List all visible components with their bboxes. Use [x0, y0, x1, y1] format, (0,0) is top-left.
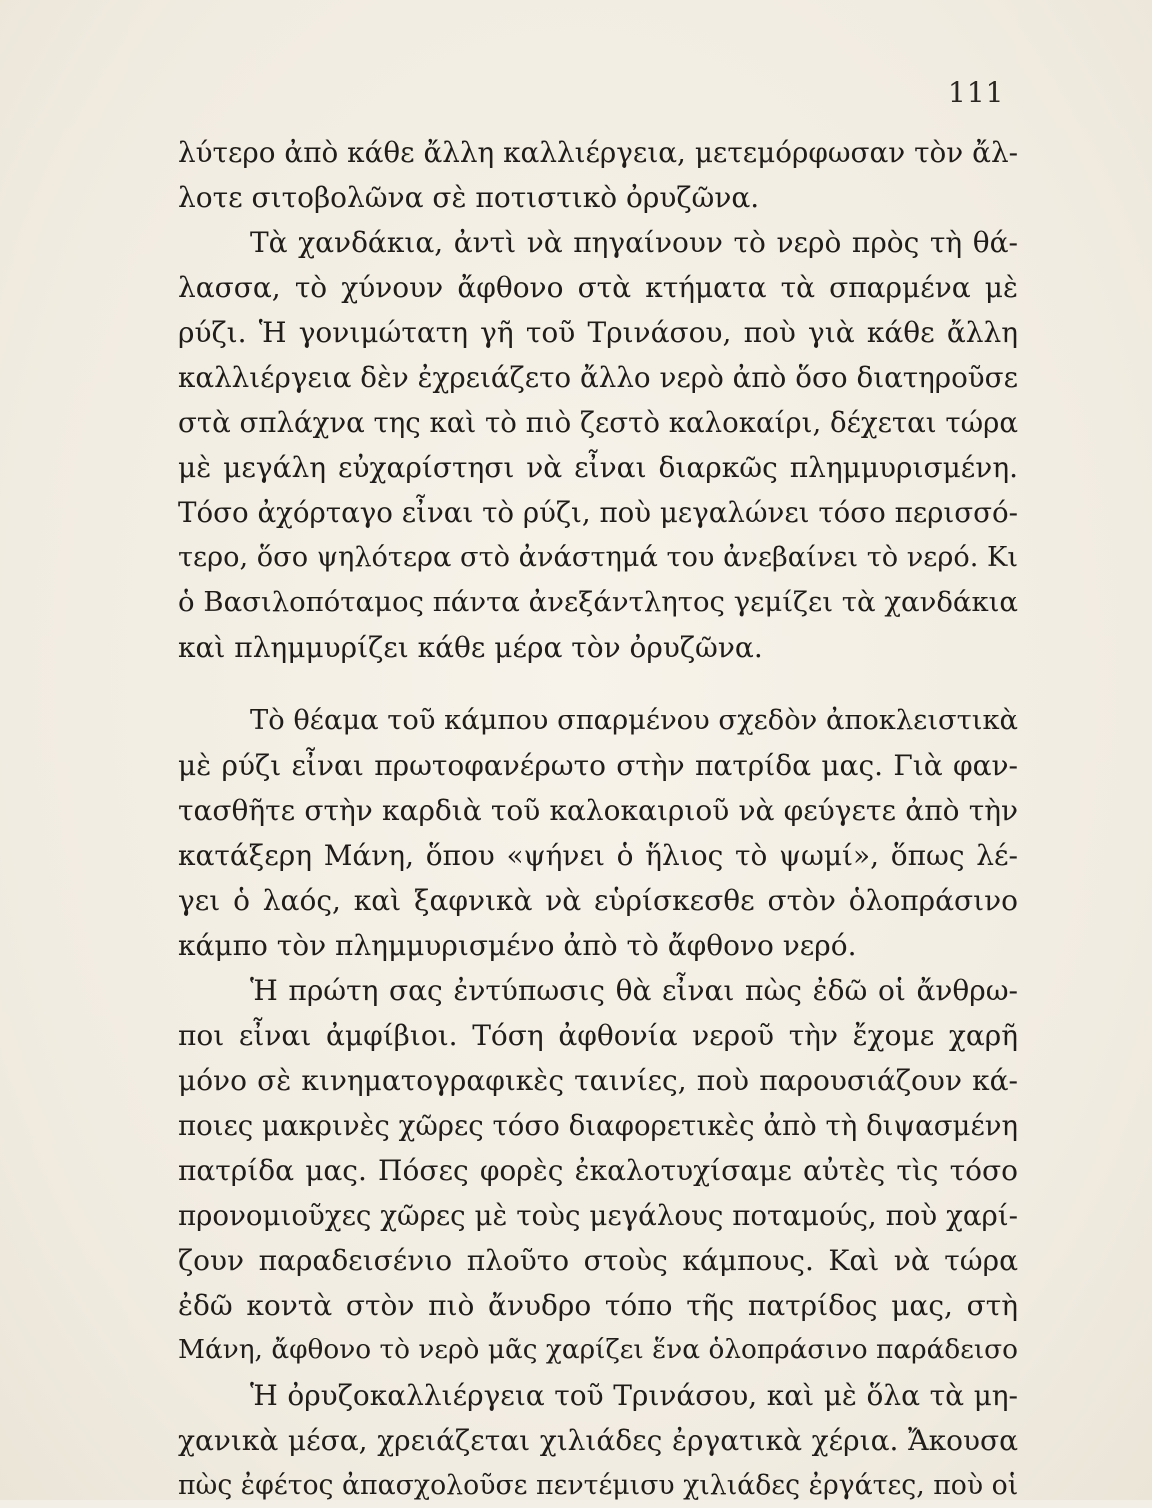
text-line: Τὸ θέαμα τοῦ κάμπου σπαρμένου σχεδὸν ἀποκλειστικὰ [250, 705, 1018, 736]
text-line: Τόσο ἀχόρταγο εἶναι τὸ ρύζι, ποὺ μεγαλώνει τόσο περισσό- [178, 496, 1018, 529]
text-line: κατάξερη Μάνη, ὅπου «ψήνει ὁ ἥλιος τὸ ψωμί», ὅπως λέ- [178, 839, 1018, 872]
text-line: χανικὰ μέσα, χρειάζεται χιλιάδες ἐργατικὰ χέρια. Ἄκουσα [178, 1424, 1018, 1457]
text-line: λύτερο ἀπὸ κάθε ἄλλη καλλιέργεια, μετεμόρφωσαν τὸν ἄλ- [178, 136, 1018, 169]
text-line: Ἡ ὀρυζοκαλλιέργεια τοῦ Τρινάσου, καὶ μὲ ὅλα τὰ μη- [250, 1379, 1018, 1412]
text-line: μόνο σὲ κινηματογραφικὲς ταινίες, ποὺ παρουσιάζουν κά- [178, 1064, 1018, 1097]
body-text [178, 130, 1018, 1508]
text-line: μὲ ρύζι εἶναι πρωτοφανέρωτο στὴν πατρίδα μας. Γιὰ φαν- [178, 749, 1018, 782]
text-line: ρύζι. Ἡ γονιμώτατη γῆ τοῦ Τρινάσου, ποὺ γιὰ κάθε ἄλλη [178, 316, 1018, 349]
text-line: γει ὁ λαός, καὶ ξαφνικὰ νὰ εὑρίσκεσθε στὸν ὁλοπράσινο [178, 884, 1018, 917]
text-line: ζουν παραδεισένιο πλοῦτο στοὺς κάμπους. Καὶ νὰ τώρα [178, 1244, 1018, 1277]
text-line: τασθῆτε στὴν καρδιὰ τοῦ καλοκαιριοῦ νὰ φεύγετε ἀπὸ τὴν [178, 794, 1018, 827]
text-line: λοτε σιτοβολῶνα σὲ ποτιστικὸ ὀρυζῶνα. [178, 181, 760, 214]
text-line: προνομιοῦχες χῶρες μὲ τοὺς μεγάλους ποταμούς, ποὺ χαρί- [178, 1199, 1018, 1232]
text-line: Ἡ πρώτη σας ἐντύπωσις θὰ εἶναι πὼς ἐδῶ οἱ ἄνθρω- [250, 974, 1018, 1007]
paragraph-gap [178, 670, 1018, 698]
text-line: καλλιέργεια δὲν ἐχρειάζετο ἄλλο νερὸ ἀπὸ ὅσο διατηροῦσε [178, 361, 1018, 394]
text-line: ποι εἶναι ἀμφίβιοι. Τόση ἀφθονία νεροῦ τὴν ἔχομε χαρῆ [178, 1019, 1018, 1052]
text-line: ὁ Βασιλοπόταμος πάντα ἀνεξάντλητος γεμίζει τὰ χανδάκια [178, 586, 1018, 618]
text-line: κάμπο τὸν πλημμυρισμένο ἀπὸ τὸ ἄφθονο νερό. [178, 929, 857, 962]
text-line: πατρίδα μας. Πόσες φορὲς ἐκαλοτυχίσαμε αὐτὲς τὶς τόσο [178, 1154, 1018, 1187]
text-line: ἐδῶ κοντὰ στὸν πιὸ ἄνυδρο τόπο τῆς πατρίδος μας, στὴ [178, 1289, 1018, 1322]
text-line: πὼς ἐφέτος ἀπασχολοῦσε πεντέμισυ χιλιάδες ἐργάτες, ποὺ οἱ [178, 1470, 1019, 1501]
page-number: 111 [948, 76, 1005, 109]
text-line: Μάνη, ἄφθονο τὸ νερὸ μᾶς χαρίζει ἕνα ὁλοπράσινο παράδεισο [178, 1335, 1018, 1365]
text-line: Τὰ χανδάκια, ἀντὶ νὰ πηγαίνουν τὸ νερὸ πρὸς τὴ θά- [250, 226, 1018, 259]
text-line: στὰ σπλάχνα της καὶ τὸ πιὸ ζεστὸ καλοκαίρι, δέχεται τώρα [178, 406, 1019, 439]
text-line: τερο, ὅσο ψηλότερα στὸ ἀνάστημά του ἀνεβαίνει τὸ νερό. Κι [178, 542, 1018, 573]
text-line: καὶ πλημμυρίζει κάθε μέρα τὸν ὀρυζῶνα. [178, 631, 763, 664]
text-line: ποιες μακρινὲς χῶρες τόσο διαφορετικὲς ἀπὸ τὴ διψασμένη [178, 1109, 1018, 1142]
text-line: λασσα, τὸ χύνουν ἄφθονο στὰ κτήματα τὰ σπαρμένα μὲ [178, 271, 1018, 304]
text-line: μὲ μεγάλη εὐχαρίστησι νὰ εἶναι διαρκῶς πλημμυρισμένη. [178, 451, 1018, 484]
